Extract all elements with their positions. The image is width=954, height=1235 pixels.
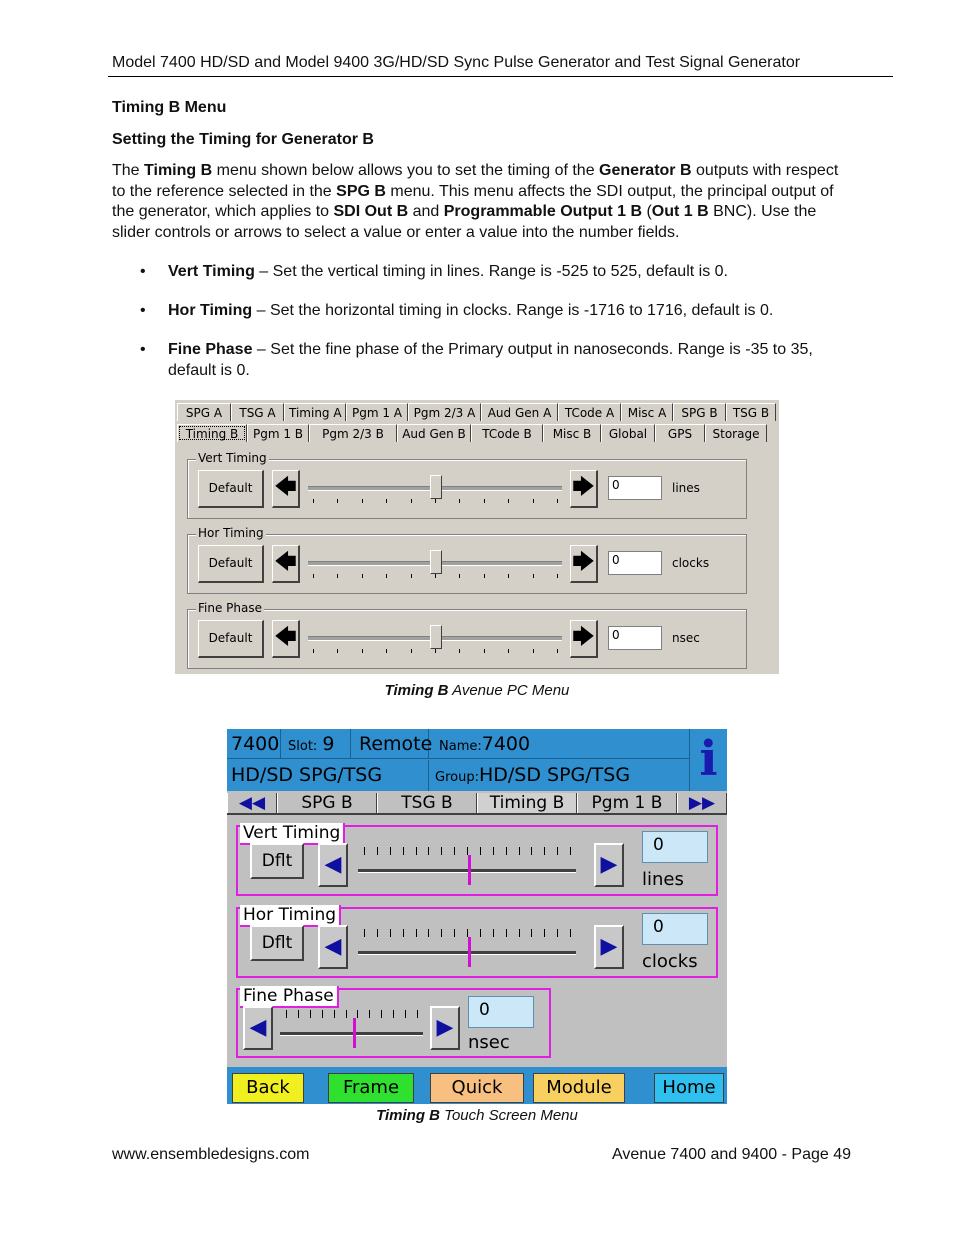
dflt-button[interactable]: Dflt xyxy=(250,843,304,879)
slider-tick xyxy=(369,1010,370,1018)
pc-slider[interactable] xyxy=(308,549,564,579)
pc-tab-aud-gen-b[interactable]: Aud Gen B xyxy=(397,424,471,442)
slider-tick xyxy=(428,929,429,937)
slider-tick xyxy=(377,929,378,937)
touch-header xyxy=(227,729,689,791)
pc-slider-thumb[interactable] xyxy=(430,475,442,499)
slider-tick xyxy=(508,574,509,578)
left-arrow-icon[interactable]: ◀ xyxy=(243,1006,273,1050)
slider-tick xyxy=(467,847,468,855)
pc-right-arrow-icon[interactable]: 🡆 xyxy=(570,545,598,583)
touch-group-title: Fine Phase xyxy=(240,986,339,1008)
pc-unit-label: nsec xyxy=(672,631,700,645)
pc-tab-tcode-a[interactable]: TCode A xyxy=(558,403,621,421)
slider-tick xyxy=(519,847,520,855)
slider-tick xyxy=(435,574,436,578)
pc-default-button[interactable]: Default xyxy=(198,545,264,583)
pc-value-input[interactable]: 0 xyxy=(608,626,662,650)
left-arrow-icon[interactable]: ◀ xyxy=(318,925,348,969)
slider-tick xyxy=(390,929,391,937)
slider-tick xyxy=(570,929,571,937)
slider-tick xyxy=(506,929,507,937)
intro-paragraph: The Timing B menu shown below allows you to set the timing of the Generator B outputs with respect to the reference selected in the SPG B menu. This menu affects the SDI output, the principal output of the generator, which applies to SDI Out B and Programmable Output 1 B (Out 1 B BNC). Use the slider controls or arrows to select a value or enter a value into the number fields. xyxy=(112,162,839,241)
pc-unit-label: clocks xyxy=(672,556,710,570)
slider-tick xyxy=(428,847,429,855)
slider-tick xyxy=(508,499,509,503)
module-button[interactable]: Module xyxy=(533,1073,625,1103)
slider-tick xyxy=(484,499,485,503)
touch-group-hor-timing xyxy=(236,907,718,978)
pc-tab-timing-a[interactable]: Timing A xyxy=(284,403,346,421)
touch-group-title: Hor Timing xyxy=(240,905,341,927)
pc-tab-pgm-1-b[interactable]: Pgm 1 B xyxy=(247,424,309,442)
slider-tick xyxy=(386,499,387,503)
slider-tick xyxy=(557,574,558,578)
slider-tick xyxy=(310,1010,311,1018)
slider-tick xyxy=(411,499,412,503)
slider-tick xyxy=(519,929,520,937)
slider-tick xyxy=(337,499,338,503)
pc-tab-misc-a[interactable]: Misc A xyxy=(621,403,673,421)
pc-tab-gps[interactable]: GPS xyxy=(655,424,705,442)
slider-tick xyxy=(405,1010,406,1018)
slider-tick xyxy=(533,649,534,653)
pc-tab-timing-b[interactable]: Timing B xyxy=(177,424,247,442)
pc-tab-row-1 xyxy=(177,403,776,423)
slider-tick xyxy=(298,1010,299,1018)
info-icon[interactable]: i xyxy=(689,729,727,791)
slider-tick xyxy=(411,574,412,578)
section-title: Timing B Menu xyxy=(112,99,227,116)
touch-slider[interactable] xyxy=(358,927,578,967)
slider-tick xyxy=(480,847,481,855)
slider-tick xyxy=(493,847,494,855)
dflt-button[interactable]: Dflt xyxy=(250,925,304,961)
touch-slider[interactable] xyxy=(358,845,578,885)
touch-mode: Remote xyxy=(351,729,429,759)
slider-tick xyxy=(531,847,532,855)
pc-tab-storage[interactable]: Storage xyxy=(705,424,767,442)
slider-tick xyxy=(484,649,485,653)
slider-tick xyxy=(411,649,412,653)
unit-label: nsec xyxy=(468,1032,510,1053)
slider-tick xyxy=(346,1010,347,1018)
left-arrow-icon[interactable]: ◀ xyxy=(318,843,348,887)
slider-tick xyxy=(381,1010,382,1018)
value-input[interactable]: 0 xyxy=(642,831,708,863)
home-button[interactable]: Home xyxy=(654,1073,724,1103)
tab-tsg-b[interactable]: TSG B xyxy=(377,793,477,813)
touch-group-vert-timing xyxy=(236,825,718,896)
slider-tick xyxy=(362,574,363,578)
slider-tick xyxy=(557,847,558,855)
slider-tick xyxy=(435,649,436,653)
value-input[interactable]: 0 xyxy=(642,913,708,945)
pc-tab-tcode-b[interactable]: TCode B xyxy=(471,424,543,442)
right-arrow-icon[interactable]: ▶ xyxy=(594,843,624,887)
tab-underline xyxy=(227,813,727,815)
pc-value-input[interactable]: 0 xyxy=(608,551,662,575)
tab-pgm-1-b[interactable]: Pgm 1 B xyxy=(577,793,677,813)
touch-group-fine-phase xyxy=(236,988,551,1058)
pc-group-hor-timing xyxy=(187,526,747,594)
pc-unit-label: lines xyxy=(672,481,700,495)
pc-default-button[interactable]: Default xyxy=(198,620,264,658)
slider-tick xyxy=(454,847,455,855)
pc-value-input[interactable]: 0 xyxy=(608,476,662,500)
slider-tick xyxy=(386,574,387,578)
slider-tick xyxy=(390,847,391,855)
slider-tick xyxy=(286,1010,287,1018)
slider-tick xyxy=(313,574,314,578)
pc-slider-thumb[interactable] xyxy=(430,550,442,574)
frame-button[interactable]: Frame xyxy=(328,1073,414,1103)
slider-tick xyxy=(570,847,571,855)
touch-slot: Slot: 9 xyxy=(281,729,351,759)
slider-tick xyxy=(441,847,442,855)
pc-left-arrow-icon[interactable]: 🡄 xyxy=(272,470,300,508)
pc-slider[interactable] xyxy=(308,624,564,654)
slider-tick xyxy=(435,499,436,503)
slider-tick xyxy=(467,929,468,937)
pc-tab-spg-b[interactable]: SPG B xyxy=(673,403,726,421)
touch-menu-caption: Timing B Touch Screen Menu xyxy=(376,1107,578,1124)
slider-tick xyxy=(377,847,378,855)
touch-screen-menu xyxy=(227,729,727,1104)
subsection-title: Setting the Timing for Generator B xyxy=(112,131,374,148)
slider-tick xyxy=(484,574,485,578)
page-header: Model 7400 HD/SD and Model 9400 3G/HD/SD Sync Pulse Generator and Test Signal Generator xyxy=(112,54,801,71)
slider-tick xyxy=(416,847,417,855)
pc-group-vert-timing xyxy=(187,451,747,519)
slider-tick xyxy=(459,649,460,653)
slider-tick xyxy=(364,847,365,855)
pc-menu-caption: Timing B Avenue PC Menu xyxy=(384,682,570,699)
slider-tick xyxy=(362,499,363,503)
slider-tick xyxy=(357,1010,358,1018)
touch-product: HD/SD SPG/TSG xyxy=(227,760,429,791)
pc-tab-pgm-2-3-b[interactable]: Pgm 2/3 B xyxy=(309,424,397,442)
slider-tick xyxy=(557,499,558,503)
slider-tick xyxy=(416,929,417,937)
slider-tick xyxy=(337,649,338,653)
slider-tick xyxy=(386,649,387,653)
pc-group-title: Vert Timing xyxy=(198,451,267,465)
pc-tab-tsg-a[interactable]: TSG A xyxy=(231,403,284,421)
value-input[interactable]: 0 xyxy=(468,996,534,1028)
slider-tick xyxy=(506,847,507,855)
back-button[interactable]: Back xyxy=(232,1073,304,1103)
pc-tab-aud-gen-a[interactable]: Aud Gen A xyxy=(481,403,558,421)
pc-tab-global[interactable]: Global xyxy=(601,424,655,442)
slider-tick xyxy=(313,649,314,653)
touch-slider[interactable] xyxy=(280,1008,425,1048)
slider-tick xyxy=(480,929,481,937)
tab-timing-b[interactable]: Timing B xyxy=(477,793,577,813)
pc-tab-pgm-1-a[interactable]: Pgm 1 A xyxy=(346,403,408,421)
tab-spg-b[interactable]: SPG B xyxy=(277,793,377,813)
slider-tick xyxy=(313,499,314,503)
touch-slider-thumb[interactable] xyxy=(353,1018,356,1048)
slider-tick xyxy=(544,847,545,855)
slider-tick xyxy=(533,574,534,578)
pc-tab-row-2 xyxy=(177,424,767,444)
slider-tick xyxy=(544,929,545,937)
slider-tick xyxy=(362,649,363,653)
pc-left-arrow-icon[interactable]: 🡄 xyxy=(272,620,300,658)
pc-tab-misc-b[interactable]: Misc B xyxy=(543,424,601,442)
slider-tick xyxy=(533,499,534,503)
slider-tick xyxy=(364,929,365,937)
pc-group-title: Fine Phase xyxy=(198,601,262,615)
slider-tick xyxy=(334,1010,335,1018)
slider-tick xyxy=(322,1010,323,1018)
pc-default-button[interactable]: Default xyxy=(198,470,264,508)
right-arrow-icon[interactable]: ▶ xyxy=(594,925,624,969)
pc-tab-tsg-b[interactable]: TSG B xyxy=(726,403,776,421)
footer-page-number: Avenue 7400 and 9400 - Page 49 xyxy=(612,1146,852,1163)
footer-website: www.ensembledesigns.com xyxy=(112,1146,310,1163)
slider-tick xyxy=(459,574,460,578)
slider-tick xyxy=(557,929,558,937)
pc-tab-spg-a[interactable]: SPG A xyxy=(177,403,231,421)
touch-group: Group:HD/SD SPG/TSG xyxy=(435,764,631,786)
unit-label: lines xyxy=(642,869,684,890)
slider-tick xyxy=(441,929,442,937)
touch-slider-thumb[interactable] xyxy=(468,855,471,885)
slider-tick xyxy=(493,929,494,937)
slider-tick xyxy=(454,929,455,937)
touch-group-title: Vert Timing xyxy=(240,823,345,845)
touch-slider-thumb[interactable] xyxy=(468,937,471,967)
pc-group-fine-phase xyxy=(187,601,747,669)
slider-tick xyxy=(508,649,509,653)
pc-right-arrow-icon[interactable]: 🡆 xyxy=(570,470,598,508)
pc-slider[interactable] xyxy=(308,474,564,504)
slider-tick xyxy=(337,574,338,578)
touch-name: Name:7400 xyxy=(429,729,689,759)
slider-tick xyxy=(403,847,404,855)
pc-slider-thumb[interactable] xyxy=(430,625,442,649)
pc-tab-pgm-2-3-a[interactable]: Pgm 2/3 A xyxy=(408,403,481,421)
quick-button[interactable]: Quick xyxy=(430,1073,524,1103)
slider-tick xyxy=(403,929,404,937)
right-arrow-icon[interactable]: ▶ xyxy=(430,1006,460,1050)
touch-model: 7400 xyxy=(227,729,281,759)
slider-tick xyxy=(557,649,558,653)
pc-right-arrow-icon[interactable]: 🡆 xyxy=(570,620,598,658)
slider-tick xyxy=(459,499,460,503)
slider-tick xyxy=(531,929,532,937)
header-rule xyxy=(108,76,893,77)
pc-left-arrow-icon[interactable]: 🡄 xyxy=(272,545,300,583)
slider-tick xyxy=(417,1010,418,1018)
slider-tick xyxy=(393,1010,394,1018)
pc-menu xyxy=(175,400,779,674)
nav-right-icon[interactable]: ▶▶ xyxy=(677,793,727,813)
pc-group-title: Hor Timing xyxy=(198,526,264,540)
unit-label: clocks xyxy=(642,951,698,972)
nav-left-icon[interactable]: ◀◀ xyxy=(227,793,277,813)
